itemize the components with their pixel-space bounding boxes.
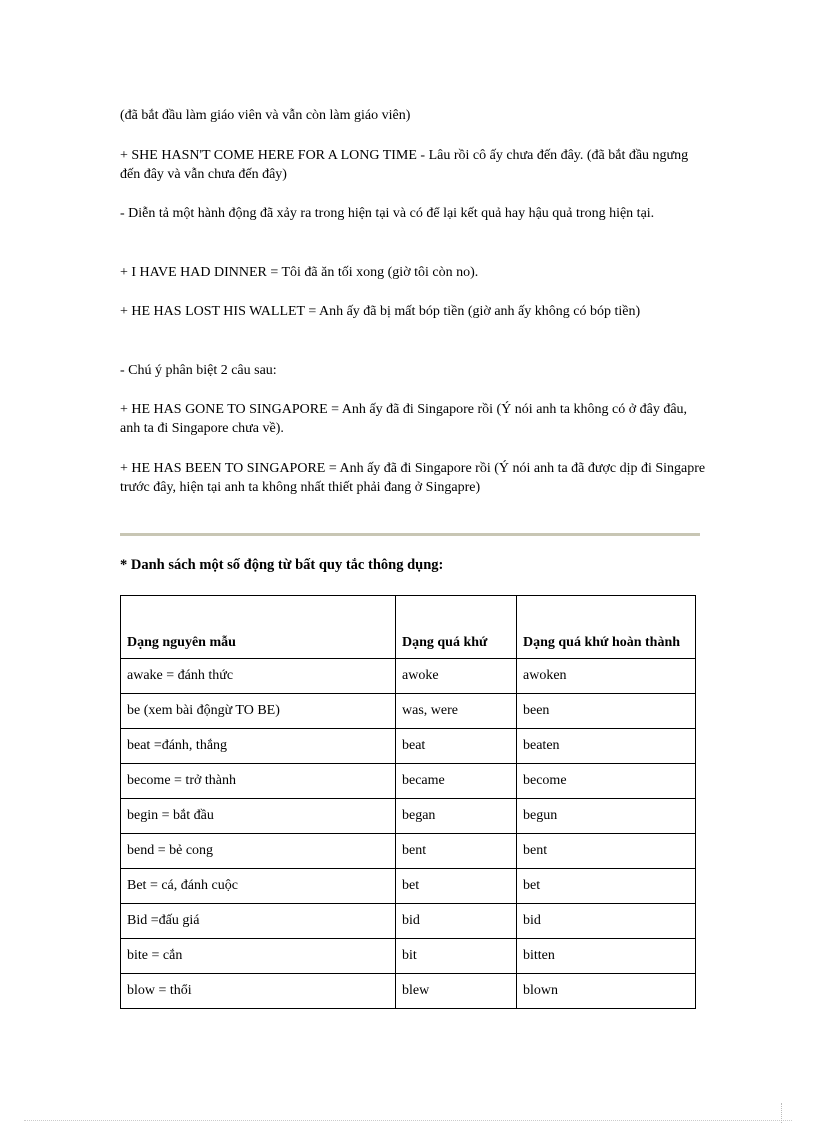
cell-past-form: blew (396, 974, 517, 1009)
cell-past-participle: bid (517, 904, 696, 939)
cell-past-participle: bitten (517, 939, 696, 974)
cell-past-participle: awoken (517, 659, 696, 694)
header-past-form: Dạng quá khứ (396, 596, 517, 659)
cell-past-participle: bent (517, 834, 696, 869)
table-row (121, 694, 696, 729)
paragraph-gone-to-singapore: + HE HAS GONE TO SINGAPORE = Anh ấy đã đi Singapore rồi (Ý nói anh ta không có ở đây đâu, anh ta đi Singapore chưa về). (120, 402, 688, 436)
cell-past-participle: blown (517, 974, 696, 1009)
cell-past-participle: beaten (517, 729, 696, 764)
cell-base-form: beat =đánh, thắng (121, 729, 396, 764)
paragraph-lost-wallet: + HE HAS LOST HIS WALLET = Anh ấy đã bị mất bóp tiền (giờ anh ấy không có bóp tiền) (120, 304, 641, 319)
cell-past-participle: become (517, 764, 696, 799)
cell-past-form: was, were (396, 694, 517, 729)
cell-base-form: blow = thổi (121, 974, 396, 1009)
irregular-verbs-table (120, 595, 696, 1009)
table-row (121, 974, 696, 1009)
header-past-participle: Dạng quá khứ hoàn thành (517, 596, 696, 659)
cell-base-form: awake = đánh thức (121, 659, 396, 694)
cell-past-participle: bet (517, 869, 696, 904)
cell-past-form: beat (396, 729, 517, 764)
table-header-row (121, 596, 696, 659)
cell-base-form: bite = cắn (121, 939, 396, 974)
paragraph-had-dinner: + I HAVE HAD DINNER = Tôi đã ăn tối xong (giờ tôi còn no). (120, 265, 479, 280)
cell-past-form: became (396, 764, 517, 799)
table-row (121, 939, 696, 974)
table-row (121, 834, 696, 869)
paragraph-been-to-singapore: + HE HAS BEEN TO SINGAPORE = Anh ấy đã đi Singapore rồi (Ý nói anh ta đã được dịp đi Singapre trước đây, hiện tại anh ta không nhất thiết phải đang ở Singapre) (120, 461, 706, 495)
cell-past-form: awoke (396, 659, 517, 694)
cell-base-form: Bet = cá, đánh cuộc (121, 869, 396, 904)
cell-past-participle: been (517, 694, 696, 729)
page-corner-mark (781, 1103, 792, 1123)
table-row (121, 869, 696, 904)
cell-base-form: Bid =đấu giá (121, 904, 396, 939)
table-row (121, 729, 696, 764)
cell-past-form: bid (396, 904, 517, 939)
paragraph-distinguish-note: - Chú ý phân biệt 2 câu sau: (120, 363, 277, 378)
table-row (121, 764, 696, 799)
table-row (121, 799, 696, 834)
cell-base-form: be (xem bài độngừ TO BE) (121, 694, 396, 729)
cell-past-form: bent (396, 834, 517, 869)
paragraph-she-hasnt-come: + SHE HASN'T COME HERE FOR A LONG TIME - Lâu rồi cô ấy chưa đến đây. (đã bắt đầu ngưng đến đây và vẫn chưa đến đây) (120, 148, 689, 182)
cell-base-form: become = trở thành (121, 764, 396, 799)
irregular-verbs-heading: * Danh sách một số động từ bất quy tắc thông dụng: (120, 557, 444, 573)
cell-base-form: begin = bắt đầu (121, 799, 396, 834)
cell-base-form: bend = bẻ cong (121, 834, 396, 869)
cell-past-form: began (396, 799, 517, 834)
horizontal-divider (120, 533, 700, 536)
paragraph-present-result: - Diễn tả một hành động đã xảy ra trong hiện tại và có để lại kết quả hay hậu quả trong hiện tại. (120, 206, 655, 221)
table-row (121, 904, 696, 939)
table-row (121, 659, 696, 694)
page-bottom-edge (24, 1120, 792, 1121)
header-base-form: Dạng nguyên mẫu (121, 596, 396, 659)
cell-past-form: bet (396, 869, 517, 904)
cell-past-form: bit (396, 939, 517, 974)
cell-past-participle: begun (517, 799, 696, 834)
paragraph-teacher-note: (đã bắt đầu làm giáo viên và vẫn còn làm giáo viên) (120, 108, 411, 123)
